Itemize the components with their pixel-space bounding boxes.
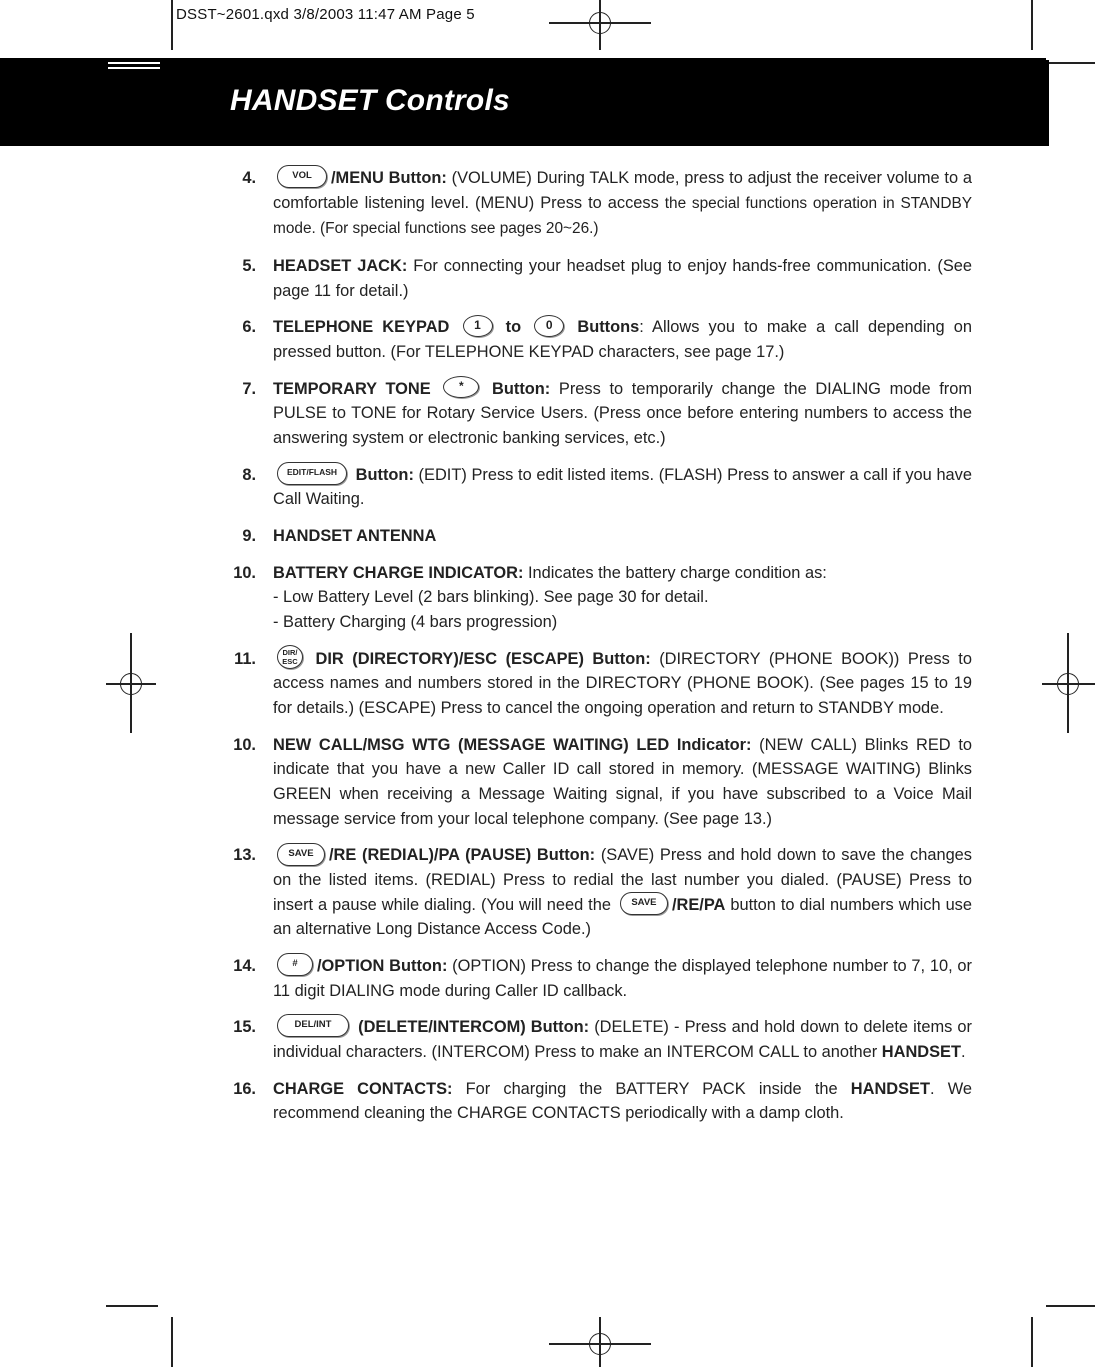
item-number: 15. [233,1018,256,1037]
item-title: /MENU Button: [331,169,447,187]
item-number: 5. [242,256,256,275]
registration-mark-icon [589,1333,611,1355]
item-number: 11. [234,649,256,668]
crop-mark [1031,0,1033,50]
file-slug: DSST~2601.qxd 3/8/2003 11:47 AM Page 5 [176,6,475,23]
sub-item: - Battery Charging (4 bars progression) [273,613,558,632]
item-number: 8. [242,465,256,484]
edit-flash-button-icon: EDIT/FLASH [277,462,347,485]
item-number: 9. [242,527,256,546]
item-title: HEADSET JACK: [273,256,408,275]
item-number: 4. [242,169,256,187]
crop-mark [106,1305,158,1307]
item-title: Button: [355,465,414,484]
item-title: /RE (REDIAL)/PA (PAUSE) Button: [329,846,596,865]
list-item: 14. # /OPTION Button: (OPTION) Press to change the displayed telephone number to 7, 10, or 11 digit DIALING mode during Caller ID callback. [230,954,972,1003]
crop-mark [171,1317,173,1367]
hash-key-icon: # [277,953,313,976]
header-bar [0,58,1046,146]
item-number: 13. [233,846,256,865]
item-number: 7. [242,379,256,398]
item-title: TELEPHONE KEYPAD [273,318,450,337]
item-number: 6. [242,318,256,337]
item-title: /OPTION Button: [317,956,448,975]
list-item: 8. EDIT/FLASH Button: (EDIT) Press to edit listed items. (FLASH) Press to answer a call if you have Call Waiting. [230,463,972,512]
sub-item: - Low Battery Level (2 bars blinking). See page 30 for detail. [273,588,709,607]
crop-mark [1046,62,1095,64]
item-title: HANDSET ANTENNA [273,527,437,546]
crop-mark [1031,1317,1033,1367]
controls-list [230,166,972,1138]
del-int-button-icon: DEL/INT [277,1014,349,1037]
tab-line [108,62,160,64]
header-bar-edge [1046,60,1049,146]
registration-mark-icon [1057,673,1079,695]
list-item: 5. HEADSET JACK: For connecting your headset plug to enjoy hands-free communication. (See page 11 for detail.) [230,254,972,303]
vol-button-icon: VOL [277,165,327,188]
key-1-icon: 1 [463,315,493,337]
list-item: 10. NEW CALL/MSG WTG (MESSAGE WAITING) LED Indicator: (NEW CALL) Blinks RED to indicate that you have a new Caller ID call stored in memory. (MESSAGE WAITING) Blinks GREEN when receiving a Message Waiting signal, if you have subscribed to a Voice Mail message service from your local telephone company. (See page 13.) [230,733,972,831]
star-key-icon: * [443,376,479,398]
list-item [230,524,972,549]
key-0-icon: 0 [534,315,564,337]
list-item: 7. TEMPORARY TONE * Button: Press to temporarily change the DIALING mode from PULSE to TONE for Rotary Service Users. (Press once before entering numbers to access the answering system or electronic banking services, etc.) [230,377,972,451]
tab-line [108,67,160,69]
item-title: NEW CALL/MSG WTG (MESSAGE WAITING) LED Indicator: [273,735,752,754]
list-item: 4. VOL /MENU Button: (VOLUME) During TALK mode, press to adjust the receiver volume to a comfortable listening level. (MENU) Press to access the special functions operation in STANDBY mode. (For special functions see pages 20~26.) [230,166,972,242]
list-item: 6. TELEPHONE KEYPAD 1 to 0 Buttons: Allows you to make a call depending on pressed button. (For TELEPHONE KEYPAD characters, see page 17.) [230,315,972,364]
item-title: TEMPORARY TONE [273,379,431,398]
list-item: 13. SAVE /RE (REDIAL)/PA (PAUSE) Button: (SAVE) Press and hold down to save the changes on the listed items. (REDIAL) Press to redial the last number you dialed. (PAUSE) Press to insert a pause while dialing. (You will need the SAVE /RE/PA button to dial numbers which use an alternative Long Distance Access Code.) [230,843,972,941]
crop-mark [171,0,173,50]
crop-mark [1046,1305,1095,1307]
registration-mark-icon [120,673,142,695]
item-number: 14. [233,956,256,975]
item-title: (DELETE/INTERCOM) Button: [358,1018,590,1037]
list-item: 11. DIR/ ESC DIR (DIRECTORY)/ESC (ESCAPE) Button: (DIRECTORY (PHONE BOOK)) Press to access names and numbers stored in the DIRECTORY (PHONE BOOK). (See pages 15 to 19 for details.) (ESCAPE) Press to cancel the ongoing operation and return to STANDBY mode. [230,647,972,721]
save-button-icon: SAVE [620,892,668,915]
item-title: BATTERY CHARGE INDICATOR: [273,563,524,582]
list-item: 15. DEL/INT (DELETE/INTERCOM) Button: (DELETE) - Press and hold down to delete items or individual characters. (INTERCOM) Press to make an INTERCOM CALL to another HANDSET. [230,1015,972,1064]
list-item: 10. BATTERY CHARGE INDICATOR: Indicates the battery charge condition as: - Low Battery Level (2 bars blinking). See page 30 for detail. - Battery Charging (4 bars progression) [230,561,972,635]
item-title: CHARGE CONTACTS: [273,1079,453,1098]
item-number: 10. [233,735,256,754]
item-number: 16. [233,1079,256,1098]
dir-esc-button-icon: DIR/ ESC [277,645,303,669]
list-item: 16. CHARGE CONTACTS: For charging the BATTERY PACK inside the HANDSET. We recommend cleaning the CHARGE CONTACTS periodically with a damp cloth. [230,1077,972,1126]
save-button-icon: SAVE [277,843,325,866]
item-title: DIR (DIRECTORY)/ESC (ESCAPE) Button: [315,649,651,668]
registration-mark-icon [589,12,611,34]
item-number: 10. [233,563,256,582]
page-title: HANDSET Controls [230,84,510,117]
